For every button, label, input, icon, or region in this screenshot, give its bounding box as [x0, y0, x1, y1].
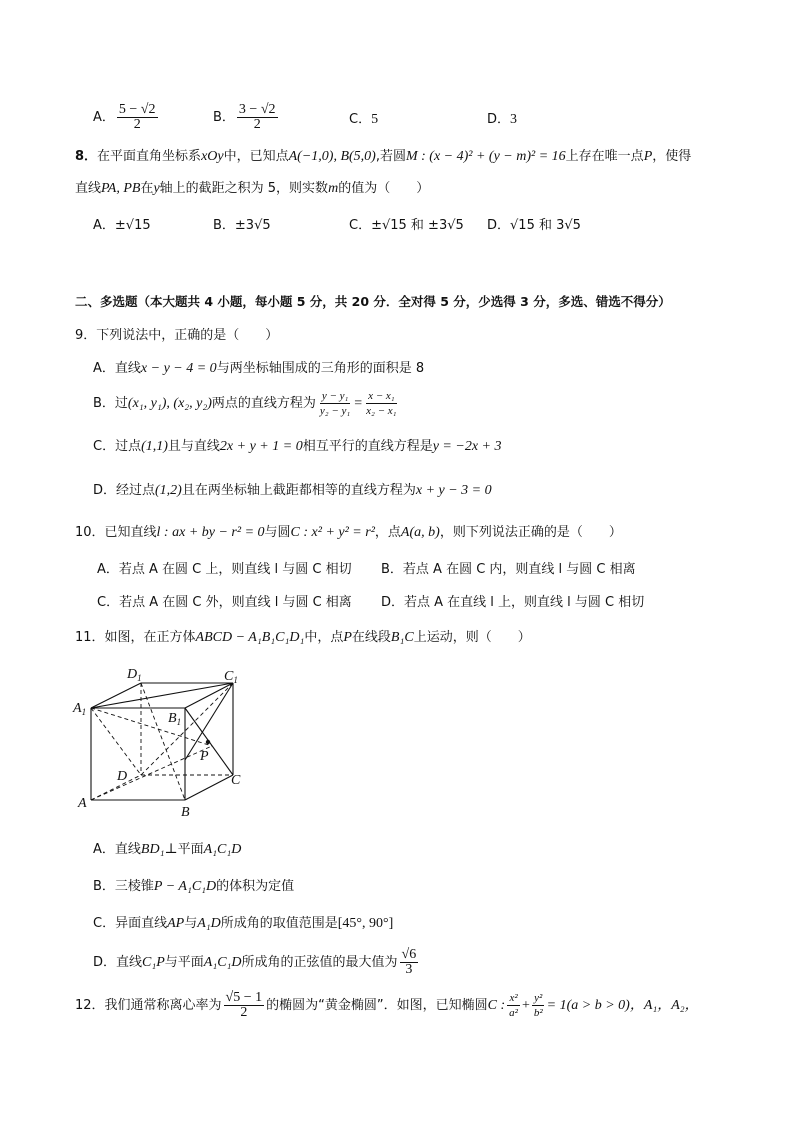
q12-stem: 12．我们通常称离心率为 $\frac{√5 - 1}{2}$ 的椭圆为“黄金椭圆”．如图，已知椭圆C : $\frac{\text{x²}}{\text{a²}}$ + $\frac{\text{y²}}{\text{b²}}$ = 1(a > b > 0)，A₁，A₂，: [75, 990, 699, 1020]
label-d1: $D_1$: [127, 667, 142, 683]
q7-option-b: B． $\frac{3 - √2}{2}$: [213, 102, 276, 132]
q8-option-a: A．±√15: [93, 218, 151, 233]
q11-d-fraction: $\frac{√6}{3}$: [401, 947, 417, 977]
q12-x-fraction: $\frac{\text{x²}}{\text{a²}}$: [509, 992, 518, 1019]
q7-option-b-fraction: $\frac{3 - √2}{2}$: [238, 102, 276, 132]
q9-stem: 9．下列说法中，正确的是（ ）: [75, 328, 279, 343]
label-b: B: [181, 805, 190, 820]
q7-option-a-fraction: $\frac{5 - √2}{2}$: [118, 102, 156, 132]
label-c1: $C_1$: [224, 669, 238, 685]
label-a1: $A_1$: [73, 701, 87, 717]
point-p: [206, 740, 210, 744]
q10-stem: 10．已知直线l : ax + by − r² = 0与圆C : x² + y² = r²，点A(a, b)，则下列说法正确的是（ ）: [75, 525, 622, 540]
segment-d1-b: [141, 683, 185, 800]
q10-option-d: D．若点 A 在直线 l 上，则直线 l 与圆 C 相切: [381, 595, 645, 610]
label-a: A: [78, 796, 87, 811]
edge-b-c: [185, 775, 233, 800]
q7-option-c: C．5: [349, 112, 379, 127]
cube-figure: [70, 662, 260, 822]
label-b1: $B_1$: [168, 711, 182, 727]
q9-b-fraction-left: $\frac{\text{y − y₁}}{\text{y₂ − y₁}}$: [319, 390, 351, 417]
edge-a1-d1: [91, 683, 141, 708]
q9-option-d: D．经过点(1,2)且在两坐标轴上截距都相等的直线方程为x + y − 3 = 0: [93, 483, 492, 498]
q10-option-a: A．若点 A 在圆 C 上，则直线 l 与圆 C 相切: [97, 562, 352, 577]
q8-stem-line2: 直线PA, PB在y轴上的截距之积为 5，则实数m的值为（ ）: [75, 181, 430, 196]
q8-option-d: D．√15 和 3√5: [487, 218, 581, 233]
q11-option-b: B．三棱锥P − A₁C₁D的体积为定值: [93, 879, 295, 894]
q9-option-c: C．过点(1,1)且与直线2x + y + 1 = 0相互平行的直线方程是y = −2x + 3: [93, 439, 502, 454]
q9-option-b: B．过(x₁, y₁), (x₂, y₂)两点的直线方程为 $\frac{\text{y − y₁}}{\text{y₂ − y₁}}$ = $\frac{\text{x − x₁}}{\text{x₂ − x₁}}$: [93, 390, 397, 417]
q8-stem-line1: 8．在平面直角坐标系xOy中，已知点A(−1,0), B(5,0),若圆M : (x − 4)² + (y − m)² = 16上存在唯一点P，使得: [75, 149, 692, 164]
label-p: P: [200, 749, 209, 764]
label-d: D: [117, 769, 128, 784]
segment-a1-p: [91, 708, 212, 746]
q11-stem: 11．如图，在正方体ABCD − A₁B₁C₁D₁中，点P在线段B₁C上运动，则（ ）: [75, 630, 531, 645]
label-c: C: [231, 773, 241, 788]
q11-option-a: A．直线BD₁⊥平面A₁C₁D: [93, 842, 242, 857]
q12-y-fraction: $\frac{\text{y²}}{\text{b²}}$: [533, 992, 543, 1019]
segment-a1-d: [91, 708, 141, 775]
q9-option-a: A．直线x − y − 4 = 0与两坐标轴围成的三角形的面积是 8: [93, 361, 425, 376]
segment-a-p: [91, 746, 212, 800]
q9-b-fraction-right: $\frac{\text{x − x₁}}{\text{x₂ − x₁}}$: [366, 390, 397, 417]
q10-option-b: B．若点 A 在圆 C 内，则直线 l 与圆 C 相离: [381, 562, 636, 577]
q8-option-b: B．±3√5: [213, 218, 271, 233]
q11-option-c: C．异面直线AP与A₁D所成角的取值范围是[45°, 90°]: [93, 916, 394, 931]
q8-option-c: C．±√15 和 ±3√5: [349, 218, 464, 233]
q10-option-c: C．若点 A 在圆 C 外，则直线 l 与圆 C 相离: [97, 595, 352, 610]
q7-option-a: A． $\frac{5 - √2}{2}$: [93, 102, 156, 132]
q7-option-d: D．3: [487, 112, 518, 127]
section-title: 二、多选题（本大题共 4 小题，每小题 5 分，共 20 分．全对得 5 分，少选得 3 分，多选、错选不得分）: [75, 294, 671, 309]
q11-option-d: D．直线C₁P与平面A₁C₁D所成角的正弦值的最大值为 $\frac{√6}{3}$: [93, 947, 417, 977]
segment-c1-p: [185, 683, 233, 760]
q12-eccentricity-fraction: $\frac{√5 - 1}{2}$: [225, 990, 263, 1020]
